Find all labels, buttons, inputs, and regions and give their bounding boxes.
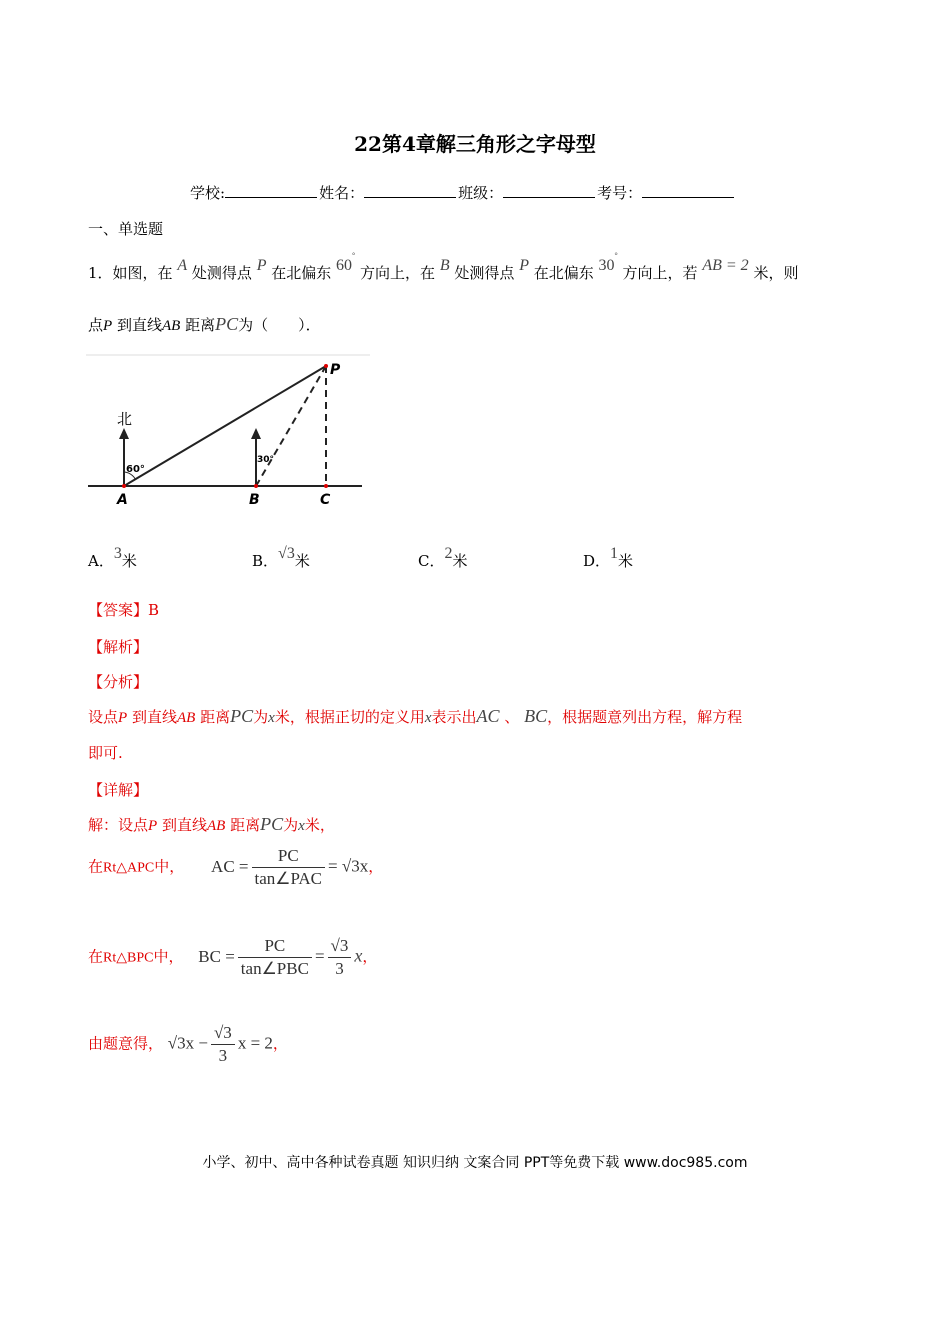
q1-text: 到直线 <box>116 316 162 334</box>
formula-fraction <box>238 935 312 980</box>
question-1-line-1 <box>88 251 799 283</box>
exam-no-label: 考号： <box>597 184 643 202</box>
q1-text: 米，则 <box>753 264 799 282</box>
analysis-text: 设点 <box>88 708 119 726</box>
line-ab: AB <box>161 318 181 334</box>
north-arrow-a-head <box>119 428 129 439</box>
class-label: 班级： <box>458 184 504 202</box>
solution-text: ， <box>272 1034 288 1053</box>
solution-text: 解：设点 <box>88 816 149 834</box>
label-c: C <box>320 492 331 508</box>
solution-line-2 <box>88 845 383 890</box>
dot-b <box>254 484 258 488</box>
name-label: 姓名： <box>319 184 365 202</box>
q1-text: 距离 <box>185 316 216 334</box>
angle-30: 30° <box>598 251 618 274</box>
fenxi-heading: 【分析】 <box>88 673 149 691</box>
option-letter: B． <box>252 552 279 570</box>
solution-text: ， <box>368 857 384 876</box>
answer-value: B <box>148 601 160 619</box>
answer-line <box>88 599 159 620</box>
north-arrow-b-head <box>251 428 261 439</box>
var-x: x <box>298 818 305 834</box>
var-x: x <box>354 945 363 966</box>
dot-c <box>324 484 328 488</box>
solution-line-3 <box>88 935 377 980</box>
q1-text: 为（ ）． <box>238 316 321 334</box>
dot-a <box>122 484 126 488</box>
fraction-denominator: tan∠PAC <box>254 869 323 888</box>
condition-ab: AB = 2 <box>702 257 749 274</box>
jiexi-heading: 【解析】 <box>88 638 149 656</box>
page-footer[interactable]: 小学、初中、高中各种试卷真题 知识归纳 文案合同 PPT等免费下载 www.doc985.com <box>202 1155 748 1171</box>
analysis-line-1 <box>88 706 742 727</box>
q1-text: 处测得点 <box>191 264 252 282</box>
analysis-text: ，根据题意列出方程，解方程 <box>547 708 743 726</box>
line-ab: AB <box>176 710 196 726</box>
dot-p <box>324 364 328 368</box>
fraction-numerator: PC <box>238 935 312 958</box>
point-b: B <box>439 257 450 274</box>
q1-text: 方向上，若 <box>622 264 698 282</box>
exam-no-blank <box>642 183 734 198</box>
answer-label: 【答案】 <box>88 601 149 619</box>
option-value: 1 <box>610 545 619 562</box>
analysis-text: 距离 <box>200 708 231 726</box>
angle-60: 60° <box>336 251 356 274</box>
segment-ac: AC <box>476 706 500 726</box>
q1-text: 在北偏东 <box>533 264 594 282</box>
student-info-line <box>190 182 736 203</box>
geometry-figure <box>86 350 376 515</box>
option-b[interactable] <box>252 545 310 571</box>
fraction-denominator: tan∠PBC <box>240 959 309 978</box>
point-a: A <box>177 257 188 274</box>
formula-rhs: = √3x <box>328 856 369 876</box>
analysis-text: 表示出 <box>431 708 477 726</box>
option-value: √3 <box>278 545 295 562</box>
fraction-denominator: 3 <box>335 959 344 978</box>
fraction-numerator: √3 <box>211 1022 235 1045</box>
solution-text: 米， <box>304 816 335 834</box>
school-blank <box>225 183 317 198</box>
q1-text: 在北偏东 <box>271 264 332 282</box>
school-label: 学校: <box>190 184 226 202</box>
option-unit: 米 <box>452 552 468 570</box>
analysis-text: 为 <box>253 708 269 726</box>
line-ab: AB <box>206 818 226 834</box>
q1-text: 1．如图，在 <box>88 264 173 282</box>
analysis-text: 米，根据正切的定义用 <box>274 708 425 726</box>
solution-text: 中， <box>153 947 184 966</box>
option-unit: 米 <box>618 552 634 570</box>
solution-text: 在 <box>88 857 104 876</box>
class-blank <box>503 183 595 198</box>
formula-fraction <box>252 845 326 890</box>
q1-text: 点 <box>88 316 104 334</box>
option-letter: D． <box>583 552 611 570</box>
segment-pc: PC <box>215 314 239 334</box>
formula-rhs: x = 2 <box>237 1033 273 1053</box>
solution-text: ， <box>362 947 378 966</box>
formula-lhs: AC = <box>211 856 249 876</box>
analysis-text: 、 <box>504 708 520 726</box>
triangle-apc: Rt△APC <box>103 860 155 876</box>
var-x: x <box>424 710 432 726</box>
option-c[interactable] <box>418 545 468 571</box>
north-label: 北 <box>117 410 133 428</box>
option-unit: 米 <box>294 552 310 570</box>
option-d[interactable] <box>583 545 634 571</box>
label-a: A <box>117 492 128 508</box>
triangle-bpc: Rt△BPC <box>103 950 154 966</box>
option-unit: 米 <box>121 552 137 570</box>
formula-equals: = <box>314 946 325 966</box>
segment-pc: PC <box>230 706 254 726</box>
option-letter: A． <box>88 552 114 570</box>
analysis-line-2: 即可. <box>88 744 123 762</box>
q1-text: 处测得点 <box>454 264 515 282</box>
angle-label-b: 30° <box>257 455 275 465</box>
solution-text: 为 <box>283 816 299 834</box>
label-p: P <box>330 362 341 378</box>
angle-label-a: 60° <box>126 464 145 475</box>
solution-line-1 <box>88 814 335 835</box>
doc-title: 22第4章解三角形之字母型 <box>354 132 596 156</box>
solution-text: 到直线 <box>161 816 207 834</box>
formula-lhs: BC = <box>198 946 235 966</box>
point-p: P <box>148 818 158 834</box>
option-letter: C． <box>418 552 445 570</box>
option-value: 2 <box>444 545 453 562</box>
formula-fraction <box>211 1022 235 1067</box>
segment-pc: PC <box>260 814 284 834</box>
fraction-numerator: PC <box>252 845 326 868</box>
option-value: 3 <box>113 545 122 562</box>
point-p: P <box>256 257 267 274</box>
solution-text: 在 <box>88 947 104 966</box>
point-p: P <box>103 318 113 334</box>
var-x: x <box>268 710 275 726</box>
solution-line-4 <box>88 1022 288 1067</box>
label-b: B <box>249 492 260 508</box>
question-1-line-2 <box>88 314 321 335</box>
solution-text: 由题意得， <box>88 1034 164 1053</box>
segment-ap <box>124 366 326 486</box>
fraction-denominator: 3 <box>218 1046 228 1065</box>
formula-lhs: √3x − <box>167 1033 208 1053</box>
solution-text: 距离 <box>230 816 261 834</box>
fraction-numerator: √3 <box>328 935 352 958</box>
point-p: P <box>118 710 128 726</box>
xiangjie-heading: 【详解】 <box>88 781 149 799</box>
option-a[interactable] <box>88 545 137 571</box>
formula-fraction <box>328 935 352 980</box>
name-blank <box>364 183 456 198</box>
point-p: P <box>519 257 529 274</box>
solution-text: 中， <box>154 857 185 876</box>
analysis-text: 到直线 <box>131 708 177 726</box>
segment-bc: BC <box>524 706 548 726</box>
section-heading: 一、单选题 <box>88 220 164 238</box>
segment-bp <box>256 366 326 486</box>
q1-text: 方向上，在 <box>360 264 436 282</box>
